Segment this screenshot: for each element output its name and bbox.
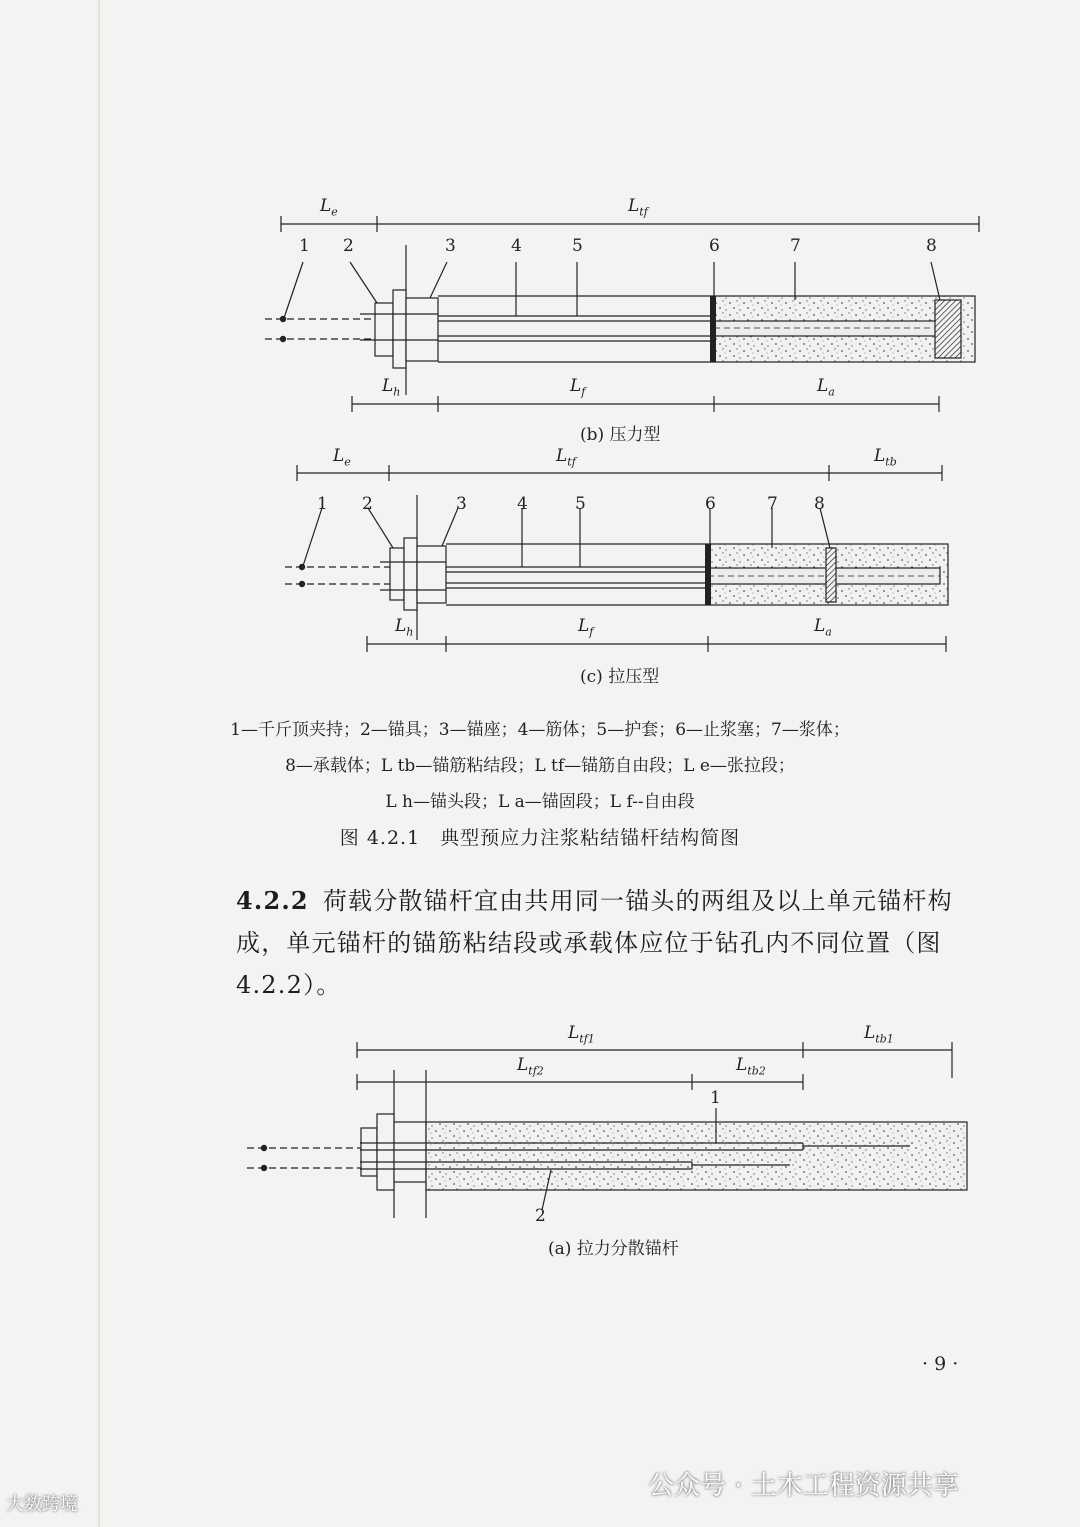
- figure-b-pressure-type: [265, 216, 979, 412]
- dim-c-la: $L_a$: [814, 616, 832, 639]
- callout-b-5: 5: [572, 236, 583, 256]
- figure-c-caption: (c) 拉压型: [580, 667, 660, 687]
- callout-a-1: 1: [710, 1088, 721, 1108]
- dim-a-ltb1: $L_{tb1}$: [864, 1023, 894, 1046]
- section-number: 4.2.2: [236, 886, 309, 915]
- callout-c-8: 8: [814, 494, 825, 514]
- dim-b-lf: $L_f$: [570, 376, 586, 399]
- dim-a-ltb2: $L_{tb2}$: [736, 1055, 766, 1078]
- dim-c-le: $L_e$: [333, 446, 351, 469]
- legend-line-3: L h—锚头段；L a—锚固段；L f--自由段: [385, 792, 695, 812]
- watermark-right: 公众号 · 土木工程资源共享: [648, 1471, 959, 1501]
- dim-c-lf: $L_f$: [578, 616, 594, 639]
- section-paragraph: [236, 880, 996, 1006]
- callout-b-6: 6: [709, 236, 720, 256]
- callout-c-1: 1: [317, 494, 328, 514]
- figure-title: 图 4.2.1 典型预应力注浆粘结锚杆结构简图: [339, 827, 741, 849]
- callout-a-2: 2: [535, 1206, 546, 1226]
- dim-b-le: $L_e$: [320, 196, 338, 219]
- callout-c-2: 2: [362, 494, 373, 514]
- callout-c-5: 5: [575, 494, 586, 514]
- callout-b-1: 1: [299, 236, 310, 256]
- callout-c-7: 7: [767, 494, 778, 514]
- dim-c-lh: $L_h$: [395, 616, 414, 639]
- dim-b-lh: $L_h$: [382, 376, 401, 399]
- legend-line-2: 8—承载体；L tb—锚筋粘结段；L tf—锚筋自由段；L e—张拉段；: [285, 756, 795, 776]
- page-number: · 9 ·: [922, 1353, 959, 1375]
- callout-c-6: 6: [705, 494, 716, 514]
- callout-b-7: 7: [790, 236, 801, 256]
- figure-a-tension-dispersive-anchor: [247, 1042, 967, 1218]
- callout-c-3: 3: [456, 494, 467, 514]
- figure-b-caption: (b) 压力型: [580, 425, 661, 445]
- dim-c-ltf: $L_{tf}$: [556, 446, 576, 469]
- callout-b-2: 2: [343, 236, 354, 256]
- watermark-left: 大数跨境: [6, 1494, 78, 1515]
- callout-b-8: 8: [926, 236, 937, 256]
- figure-legend: [0, 712, 1080, 820]
- callout-b-3: 3: [445, 236, 456, 256]
- callout-b-4: 4: [511, 236, 522, 256]
- legend-line-1: 1—千斤顶夹持；2—锚具；3—锚座；4—筋体；5—护套；6—止浆塞；7—浆体；: [230, 720, 850, 740]
- dim-c-ltb: $L_{tb}$: [874, 446, 897, 469]
- section-text: 荷载分散锚杆宜由共用同一锚头的两组及以上单元锚杆构成，单元锚杆的锚筋粘结段或承载体应位于钻孔内不同位置（图4.2.2）。: [236, 887, 953, 999]
- dim-b-ltf: $L_{tf}$: [628, 196, 648, 219]
- callout-c-4: 4: [517, 494, 528, 514]
- figure-c-tension-compression-type: [285, 465, 948, 652]
- dim-a-ltf1: $L_{tf1}$: [568, 1023, 595, 1046]
- figure-a-caption: (a) 拉力分散锚杆: [548, 1239, 679, 1259]
- dim-a-ltf2: $L_{tf2}$: [517, 1055, 544, 1078]
- dim-b-la: $L_a$: [817, 376, 835, 399]
